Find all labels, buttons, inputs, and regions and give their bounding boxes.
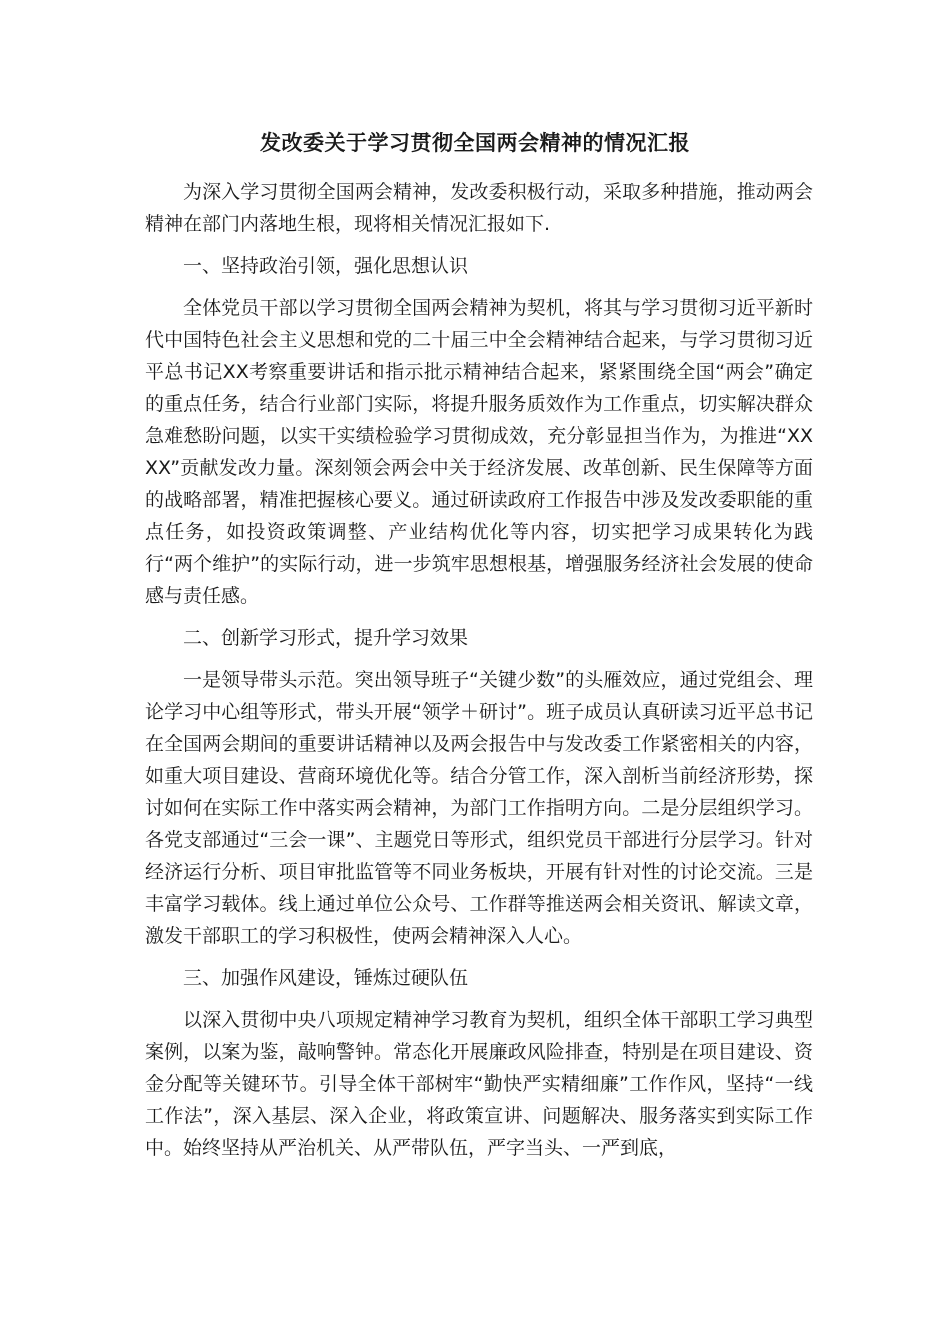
document-body <box>145 176 813 1174</box>
section-1 <box>145 250 813 612</box>
section-paragraph: 以深入贯彻中央八项规定精神学习教育为契机，组织全体干部职工学习典型案例，以案为鉴，敲响警钟。常态化开展廉政风险排查，特别是在项目建设、资金分配等关键环节。引导全体干部树牢“勤快严实精细廉”工作作风，坚持“一线工作法”，深入基层、深入企业，将政策宣讲、问题解决、服务落实到实际工作中。始终坚持从严治机关、从严带队伍，严字当头、一严到底， <box>145 1009 813 1159</box>
section-heading: 三、加强作风建设，锤炼过硬队伍 <box>183 967 469 989</box>
intro-paragraph: 为深入学习贯彻全国两会精神，发改委积极行动，采取多种措施，推动两会精神在部门内落地生根，现将相关情况汇报如下. <box>145 181 813 235</box>
section-paragraph: 全体党员干部以学习贯彻全国两会精神为契机，将其与学习贯彻习近平新时代中国特色社会主义思想和党的二十届三中全会精神结合起来，与学习贯彻习近平总书记XX考察重要讲话和指示批示精神结合起来，紧紧围绕全国“两会”确定的重点任务，结合行业部门实际，将提升服务质效作为工作重点，切实解决群众急难愁盼问题，以实干实绩检验学习贯彻成效，充分彰显担当作为，为推进“XXXX”贡献发改力量。深刻领会两会中关于经济发展、改革创新、民生保障等方面的战略部署，精准把握核心要义。通过研读政府工作报告中涉及发改委职能的重点任务，如投资政策调整、产业结构优化等内容，切实把学习成果转化为践行“两个维护”的实际行动，进一步筑牢思想根基，增强服务经济社会发展的使命感与责任感。 <box>145 297 813 607</box>
section-2 <box>145 622 813 952</box>
section-3 <box>145 962 813 1164</box>
section-paragraph: 一是领导带头示范。突出领导班子“关键少数”的头雁效应，通过党组会、理论学习中心组等形式，带头开展“领学＋研讨”。班子成员认真研读习近平总书记在全国两会期间的重要讲话精神以及两会报告中与发改委工作紧密相关的内容，如重大项目建设、营商环境优化等。结合分管工作，深入剖析当前经济形势，探讨如何在实际工作中落实两会精神，为部门工作指明方向。二是分层组织学习。各党支部通过“三会一课”、主题党日等形式，组织党员干部进行分层学习。针对经济运行分析、项目审批监管等不同业务板块，开展有针对性的讨论交流。三是丰富学习载体。线上通过单位公众号、工作群等推送两会相关资讯、解读文章，激发干部职工的学习积极性，使两会精神深入人心。 <box>145 669 813 947</box>
document-title: 发改委关于学习贯彻全国两会精神的情况汇报 <box>260 131 690 155</box>
section-heading: 二、创新学习形式，提升学习效果 <box>183 627 469 649</box>
section-heading: 一、坚持政治引领，强化思想认识 <box>183 255 469 277</box>
